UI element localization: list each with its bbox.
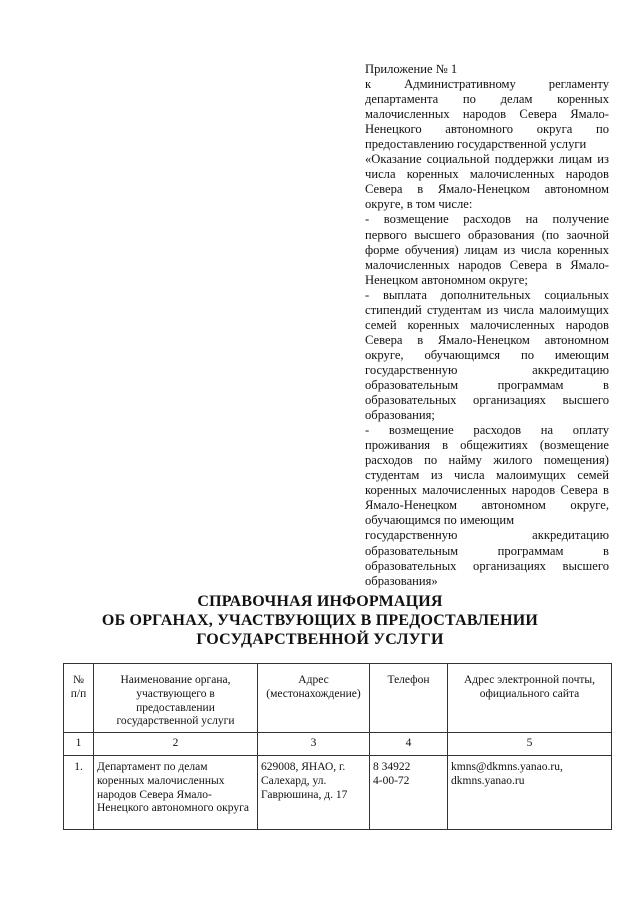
appendix-line: образовательным программам в [365, 377, 609, 392]
appendix-line: образовательным программам в [365, 543, 609, 558]
appendix-line: - выплата дополнительных социальных [365, 287, 609, 302]
column-number: 1 [64, 733, 94, 756]
appendix-line: обучающимся по имеющим [365, 513, 515, 528]
phone-number: 4-00-72 [373, 774, 410, 787]
appendix-line: государственную аккредитацию [365, 362, 609, 377]
row-email [448, 756, 612, 830]
appendix-line: расходов по найму жилого помещения) [365, 453, 609, 468]
appendix-line: малочисленных народов Севера в Ямало- [365, 257, 609, 272]
appendix-text [365, 77, 609, 589]
appendix-line: Ненецкого автономного округа по [365, 122, 609, 137]
column-number-row [64, 733, 612, 756]
header-address: Адрес (местонахождение) [258, 664, 370, 733]
header-organ: Наименование органа, участвующего в предоставлении государственной услуги [94, 664, 258, 733]
appendix-line: округе, в том числе: [365, 197, 473, 212]
appendix-line: - возмещение расходов на получение [365, 212, 609, 227]
row-num: 1. [64, 756, 94, 830]
appendix-line: семей коренных малочисленных народов [365, 317, 609, 332]
title-line-3: ГОСУДАРСТВЕННОЙ УСЛУГИ [196, 631, 444, 648]
column-number: 5 [448, 733, 612, 756]
email-address: kmns@dkmns.yanao.ru, [451, 761, 563, 773]
phone-code: 8 34922 [373, 761, 411, 773]
header-email: Адрес электронной почты, официального сайта [448, 664, 612, 733]
appendix-line: Севера в Ямало-Ненецком автономном [365, 332, 609, 347]
appendix-line: Ямало-Ненецком автономном округе, [365, 498, 609, 513]
appendix-line: образования» [365, 573, 438, 588]
appendix-line: предоставлению государственной услуги [365, 137, 587, 152]
appendix-line: Ненецком автономном округе; [365, 272, 528, 287]
row-address: 629008, ЯНАО, г. Салехард, ул. Гаврюшина, д. 17 [258, 756, 370, 830]
appendix-line: стипендий студентам из числа малоимущих [365, 302, 609, 317]
appendix-line: образования; [365, 408, 435, 423]
column-number: 2 [94, 733, 258, 756]
header-num: № п/п [64, 664, 94, 733]
website: dkmns.yanao.ru [451, 774, 525, 787]
appendix-line: числа коренных малочисленных народов [365, 167, 609, 182]
appendix-line: округе, обучающимся по имеющим [365, 347, 609, 362]
appendix-line: к Административному регламенту [365, 77, 609, 92]
appendix-line: образовательных организациях высшего [365, 393, 609, 408]
page-title [60, 592, 580, 649]
info-table [63, 663, 612, 830]
column-number: 4 [370, 733, 448, 756]
appendix-line: первого высшего образования (по заочной [365, 227, 609, 242]
header-phone: Телефон [370, 664, 448, 733]
appendix-line: департамента по делам коренных [365, 92, 609, 107]
table-row [64, 756, 612, 830]
appendix-line: «Оказание социальной поддержки лицам из [365, 152, 609, 167]
table-header-row [64, 664, 612, 733]
appendix-line: проживания в общежитиях (возмещение [365, 438, 609, 453]
appendix-line: образовательных организациях высшего [365, 558, 609, 573]
appendix-line: малочисленных народов Севера Ямало- [365, 107, 609, 122]
appendix-line: - возмещение расходов на оплату [365, 423, 609, 438]
title-line-2: ОБ ОРГАНАХ, УЧАСТВУЮЩИХ В ПРЕДОСТАВЛЕНИИ [101, 612, 539, 629]
appendix-line: государственную аккредитацию [365, 528, 609, 543]
appendix-line: Севера в Ямало-Ненецком автономном [365, 182, 609, 197]
appendix-line: студентам из числа малоимущих семей [365, 468, 609, 483]
title-line-1: СПРАВОЧНАЯ ИНФОРМАЦИЯ [197, 593, 443, 610]
appendix-line: коренных малочисленных народов Севера в [365, 483, 609, 498]
appendix-heading: Приложение № 1 [365, 62, 458, 76]
row-phone [370, 756, 448, 830]
column-number: 3 [258, 733, 370, 756]
appendix-block [365, 62, 609, 589]
row-organ: Департамент по делам коренных малочисленных народов Севера Ямало-Ненецкого автономного округа [94, 756, 258, 830]
appendix-line: форме обучения) лицам из числа коренных [365, 242, 609, 257]
